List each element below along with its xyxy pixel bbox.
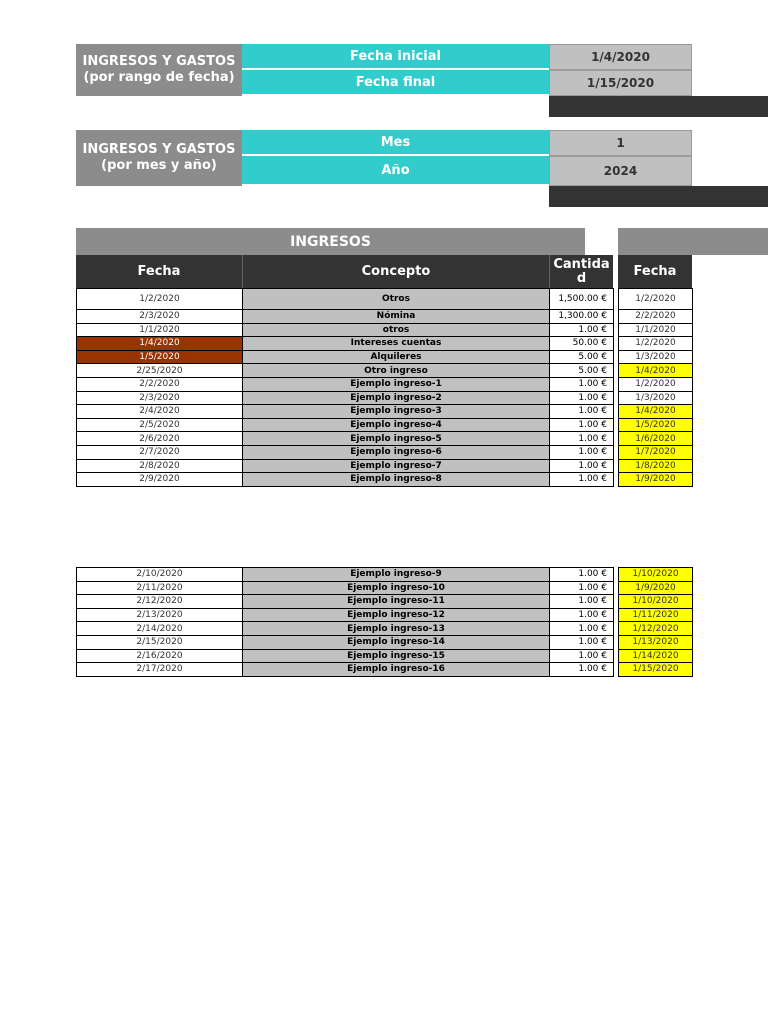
table-row xyxy=(77,405,693,419)
cell-fecha[interactable]: 2/2/2020 xyxy=(77,377,243,391)
table-row xyxy=(77,635,693,649)
cell-concepto[interactable]: Ejemplo ingreso-9 xyxy=(243,568,550,582)
cell-fecha-right[interactable]: 1/11/2020 xyxy=(619,608,693,622)
cell-cantidad[interactable]: 1.00 € xyxy=(550,391,614,405)
ingresos-table-top xyxy=(76,288,693,487)
cell-cantidad[interactable]: 50.00 € xyxy=(550,337,614,351)
header-concepto: Concepto xyxy=(242,255,549,288)
cell-concepto[interactable]: Ejemplo ingreso-1 xyxy=(243,377,550,391)
cell-concepto[interactable]: Ejemplo ingreso-7 xyxy=(243,459,550,473)
cell-fecha-right[interactable]: 1/8/2020 xyxy=(619,459,693,473)
cell-concepto[interactable]: Otro ingreso xyxy=(243,364,550,378)
cell-fecha-right[interactable]: 1/12/2020 xyxy=(619,622,693,636)
month-label-line2: (por mes y año) xyxy=(101,158,217,173)
cell-fecha-right[interactable]: 2/2/2020 xyxy=(619,310,693,324)
cell-concepto[interactable]: Ejemplo ingreso-13 xyxy=(243,622,550,636)
cell-concepto[interactable]: Ejemplo ingreso-3 xyxy=(243,405,550,419)
month-value[interactable]: 1 xyxy=(549,130,692,156)
month-total-bar xyxy=(549,186,768,207)
cell-fecha[interactable]: 2/9/2020 xyxy=(77,473,243,487)
start-date-label: Fecha inicial xyxy=(242,44,549,70)
cell-fecha-right[interactable]: 1/2/2020 xyxy=(619,337,693,351)
header-fecha-right: Fecha xyxy=(618,255,692,288)
range-label-line2: (por rango de fecha) xyxy=(83,70,235,85)
cell-cantidad[interactable]: 1.00 € xyxy=(550,635,614,649)
table-row xyxy=(77,445,693,459)
month-label-line1: INGRESOS Y GASTOS xyxy=(82,142,236,157)
cell-fecha-right[interactable]: 1/10/2020 xyxy=(619,568,693,582)
cell-concepto[interactable]: Ejemplo ingreso-15 xyxy=(243,649,550,663)
cell-fecha[interactable]: 2/25/2020 xyxy=(77,364,243,378)
ingresos-table-bottom xyxy=(76,567,693,677)
cell-fecha[interactable]: 2/5/2020 xyxy=(77,418,243,432)
table-row xyxy=(77,432,693,446)
year-label: Año xyxy=(242,156,549,186)
cell-concepto[interactable]: Ejemplo ingreso-5 xyxy=(243,432,550,446)
cell-cantidad[interactable]: 1.00 € xyxy=(550,377,614,391)
cell-fecha-right[interactable]: 1/9/2020 xyxy=(619,473,693,487)
cell-cantidad[interactable]: 1.00 € xyxy=(550,663,614,677)
cell-cantidad[interactable]: 1.00 € xyxy=(550,649,614,663)
right-section-header xyxy=(618,228,768,255)
cell-fecha[interactable]: 2/15/2020 xyxy=(77,635,243,649)
table-row xyxy=(77,310,693,324)
cell-fecha-right[interactable]: 1/2/2020 xyxy=(619,377,693,391)
table-row xyxy=(77,364,693,378)
range-block-label xyxy=(76,44,242,96)
cell-cantidad[interactable]: 1.00 € xyxy=(550,432,614,446)
cell-cantidad[interactable]: 1.00 € xyxy=(550,595,614,609)
end-date-value[interactable]: 1/15/2020 xyxy=(549,70,692,96)
table-row xyxy=(77,459,693,473)
cell-fecha[interactable]: 2/14/2020 xyxy=(77,622,243,636)
table-row xyxy=(77,337,693,351)
cell-concepto[interactable]: Ejemplo ingreso-4 xyxy=(243,418,550,432)
cell-cantidad[interactable]: 1.00 € xyxy=(550,473,614,487)
cell-cantidad[interactable]: 1.00 € xyxy=(550,445,614,459)
cell-fecha[interactable]: 2/7/2020 xyxy=(77,445,243,459)
cell-cantidad[interactable]: 1.00 € xyxy=(550,622,614,636)
cell-concepto[interactable]: Ejemplo ingreso-8 xyxy=(243,473,550,487)
cell-concepto[interactable]: Alquileres xyxy=(243,350,550,364)
cell-concepto[interactable]: Intereses cuentas xyxy=(243,337,550,351)
cell-fecha[interactable]: 1/4/2020 xyxy=(77,337,243,351)
year-value[interactable]: 2024 xyxy=(549,156,692,186)
cell-cantidad[interactable]: 1.00 € xyxy=(550,608,614,622)
ingresos-title: INGRESOS xyxy=(76,228,585,255)
cell-fecha[interactable]: 2/6/2020 xyxy=(77,432,243,446)
table-row xyxy=(77,377,693,391)
cell-fecha-right[interactable]: 1/13/2020 xyxy=(619,635,693,649)
cell-fecha-right[interactable]: 1/4/2020 xyxy=(619,364,693,378)
table-row xyxy=(77,418,693,432)
cell-fecha-right[interactable]: 1/1/2020 xyxy=(619,323,693,337)
cell-fecha-right[interactable]: 1/3/2020 xyxy=(619,391,693,405)
cell-fecha[interactable]: 2/16/2020 xyxy=(77,649,243,663)
cell-fecha[interactable]: 2/12/2020 xyxy=(77,595,243,609)
month-label: Mes xyxy=(242,130,549,156)
cell-fecha-right[interactable]: 1/4/2020 xyxy=(619,405,693,419)
cell-concepto[interactable]: Nómina xyxy=(243,310,550,324)
cell-fecha[interactable]: 2/3/2020 xyxy=(77,391,243,405)
cell-fecha[interactable]: 2/11/2020 xyxy=(77,581,243,595)
cell-fecha[interactable]: 2/3/2020 xyxy=(77,310,243,324)
cell-fecha-right[interactable]: 1/14/2020 xyxy=(619,649,693,663)
cell-cantidad[interactable]: 1.00 € xyxy=(550,568,614,582)
table-row xyxy=(77,622,693,636)
cell-concepto[interactable]: Ejemplo ingreso-11 xyxy=(243,595,550,609)
cell-fecha[interactable]: 2/4/2020 xyxy=(77,405,243,419)
cell-concepto[interactable]: otros xyxy=(243,323,550,337)
cell-fecha[interactable]: 1/5/2020 xyxy=(77,350,243,364)
cell-fecha-right[interactable]: 1/7/2020 xyxy=(619,445,693,459)
table-row xyxy=(77,473,693,487)
table-row xyxy=(77,595,693,609)
table-row xyxy=(77,608,693,622)
cell-concepto[interactable]: Ejemplo ingreso-12 xyxy=(243,608,550,622)
table-row xyxy=(77,649,693,663)
cell-fecha[interactable]: 1/2/2020 xyxy=(77,289,243,310)
cell-concepto[interactable]: Ejemplo ingreso-14 xyxy=(243,635,550,649)
cell-fecha[interactable]: 2/17/2020 xyxy=(77,663,243,677)
table-row xyxy=(77,289,693,310)
cell-fecha[interactable]: 2/10/2020 xyxy=(77,568,243,582)
table-row xyxy=(77,350,693,364)
cell-concepto[interactable]: Otros xyxy=(243,289,550,310)
table-row xyxy=(77,581,693,595)
header-cantidad: Cantida d xyxy=(549,255,613,288)
cell-cantidad[interactable]: 1.00 € xyxy=(550,418,614,432)
range-label-line1: INGRESOS Y GASTOS xyxy=(82,54,236,69)
cell-fecha[interactable]: 2/8/2020 xyxy=(77,459,243,473)
cell-fecha-right[interactable]: 1/2/2020 xyxy=(619,289,693,310)
cell-fecha[interactable]: 1/1/2020 xyxy=(77,323,243,337)
cell-fecha-right[interactable]: 1/15/2020 xyxy=(619,663,693,677)
table-row xyxy=(77,391,693,405)
header-fecha: Fecha xyxy=(76,255,242,288)
start-date-value[interactable]: 1/4/2020 xyxy=(549,44,692,70)
table-row xyxy=(77,568,693,582)
cell-concepto[interactable]: Ejemplo ingreso-16 xyxy=(243,663,550,677)
cell-fecha-right[interactable]: 1/6/2020 xyxy=(619,432,693,446)
cell-fecha-right[interactable]: 1/9/2020 xyxy=(619,581,693,595)
cell-concepto[interactable]: Ejemplo ingreso-10 xyxy=(243,581,550,595)
cell-fecha-right[interactable]: 1/3/2020 xyxy=(619,350,693,364)
cell-cantidad[interactable]: 1,300.00 € xyxy=(550,310,614,324)
cell-cantidad[interactable]: 1.00 € xyxy=(550,405,614,419)
cell-concepto[interactable]: Ejemplo ingreso-6 xyxy=(243,445,550,459)
cell-cantidad[interactable]: 1,500.00 € xyxy=(550,289,614,310)
table-row xyxy=(77,663,693,677)
cell-cantidad[interactable]: 1.00 € xyxy=(550,459,614,473)
cell-cantidad[interactable]: 5.00 € xyxy=(550,350,614,364)
cell-cantidad[interactable]: 1.00 € xyxy=(550,323,614,337)
cell-fecha[interactable]: 2/13/2020 xyxy=(77,608,243,622)
month-block-label xyxy=(76,130,242,186)
cell-fecha-right[interactable]: 1/5/2020 xyxy=(619,418,693,432)
table-row xyxy=(77,323,693,337)
range-total-bar xyxy=(549,96,768,117)
cell-fecha-right[interactable]: 1/10/2020 xyxy=(619,595,693,609)
cell-cantidad[interactable]: 1.00 € xyxy=(550,581,614,595)
cell-cantidad[interactable]: 5.00 € xyxy=(550,364,614,378)
cell-concepto[interactable]: Ejemplo ingreso-2 xyxy=(243,391,550,405)
end-date-label: Fecha final xyxy=(242,70,549,96)
